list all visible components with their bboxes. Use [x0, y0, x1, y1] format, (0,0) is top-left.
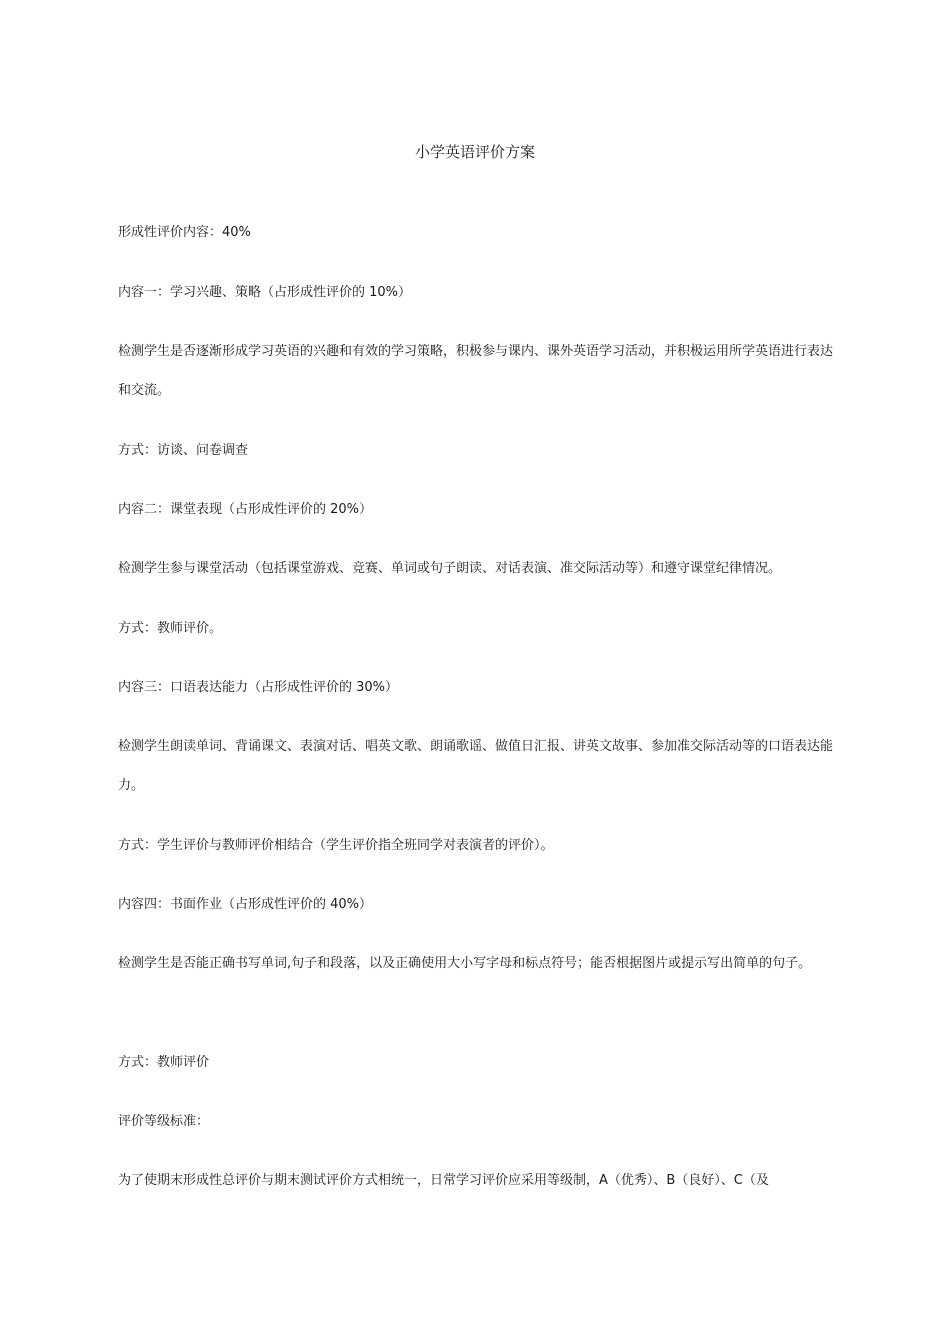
- paragraph-content-two-description: 检测学生参与课堂活动（包括课堂游戏、竞赛、单词或句子朗读、对话表演、准交际活动等）和遵守课堂纪律情况。: [118, 561, 782, 576]
- paragraph-content-four-description: 检测学生是否能正确书写单词,句子和段落，以及正确使用大小写字母和标点符号；能否根据图片或提示写出简单的句子。: [118, 956, 812, 971]
- paragraph-content-four-method: 方式：教师评价: [118, 1055, 210, 1070]
- paragraph-content-one-heading: 内容一：学习兴趣、策略（占形成性评价的 10%）: [118, 285, 412, 300]
- paragraph-content-three-method: 方式：学生评价与教师评价相结合（学生评价指全班同学对表演者的评价）。: [118, 838, 554, 853]
- paragraph-content-three-heading: 内容三：口语表达能力（占形成性评价的 30%）: [118, 680, 399, 695]
- paragraph-formative-content: 形成性评价内容：40%: [118, 225, 251, 240]
- paragraph-content-one-description: 检测学生是否逐渐形成学习英语的兴趣和有效的学习策略，积极参与课内、课外英语学习活动，并积极运用所学英语进行表达和交流。: [118, 344, 834, 398]
- paragraph-content-two-method: 方式：教师评价。: [118, 621, 223, 636]
- paragraph-grading-standard-heading: 评价等级标准：: [118, 1114, 210, 1129]
- paragraph-content-one-method: 方式：访谈、问卷调查: [118, 443, 249, 458]
- paragraph-content-four-heading: 内容四：书面作业（占形成性评价的 40%）: [118, 897, 373, 912]
- paragraph-grading-standard-description: 为了使期末形成性总评价与期末测试评价方式相统一，日常学习评价应采用等级制，A（优秀）、B（良好）、C（及: [118, 1173, 769, 1188]
- document-title: 小学英语评价方案: [414, 143, 535, 161]
- paragraph-content-three-description: 检测学生朗读单词、背诵课文、表演对话、唱英文歌、朗诵歌谣、做值日汇报、讲英文故事、参加准交际活动等的口语表达能力。: [118, 739, 834, 793]
- paragraph-content-two-heading: 内容二：课堂表现（占形成性评价的 20%）: [118, 502, 373, 517]
